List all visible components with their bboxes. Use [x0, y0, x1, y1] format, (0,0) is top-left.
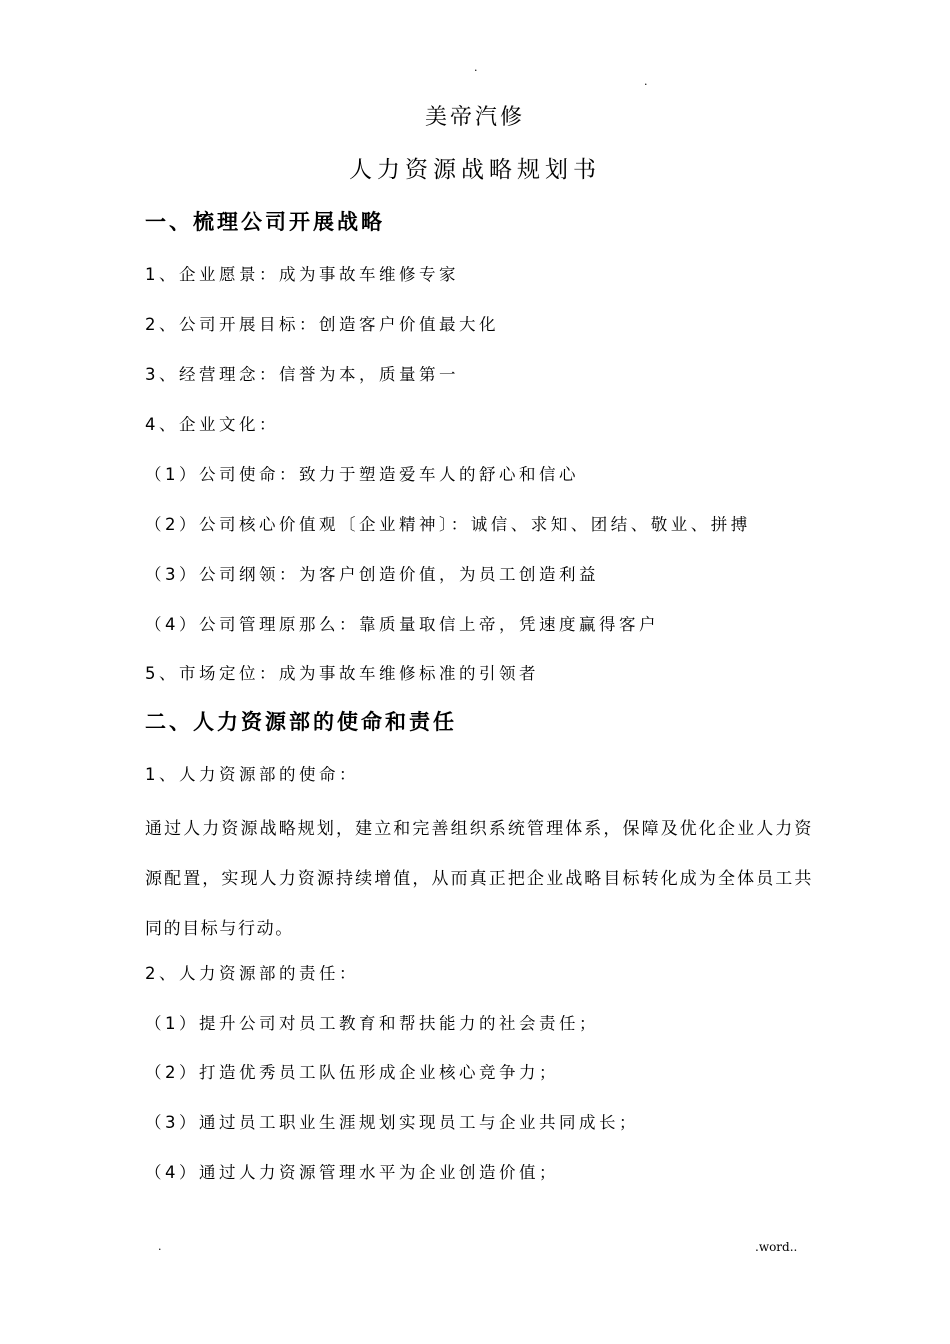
footer-dot: .	[158, 1240, 162, 1253]
section-1-item-7: （3）公司纲领：为客户创造价值，为员工创造利益	[145, 565, 599, 584]
section-1-item-4: 4、企业文化：	[145, 415, 279, 434]
section-1-item-5: （1）公司使命：致力于塑造爱车人的舒心和信心	[145, 465, 579, 484]
section-1-heading: 一、梳理公司开展战略	[145, 210, 385, 234]
section-2-mission-label: 1、人力资源部的使命：	[145, 765, 359, 784]
section-2-duty-2: （2）打造优秀员工队伍形成企业核心竞争力；	[145, 1063, 559, 1082]
header-dot-left: .	[474, 61, 478, 74]
section-2-heading: 二、人力资源部的使命和责任	[145, 710, 457, 734]
section-2-duty-label: 2、人力资源部的责任：	[145, 964, 359, 983]
section-1-item-3: 3、经营理念：信誉为本，质量第一	[145, 365, 459, 384]
document-title: 美帝汽修	[424, 105, 525, 130]
section-2-mission-paragraph: 通过人力资源战略规划，建立和完善组织系统管理体系，保障及优化企业人力资源配置，实现人力资源持续增值，从而真正把企业战略目标转化成为全体员工共同的目标与行动。	[145, 819, 813, 939]
footer-word-mark: .word..	[755, 1240, 798, 1254]
header-dot-right: .	[644, 75, 648, 88]
section-2-duty-1: （1）提升公司对员工教育和帮扶能力的社会责任；	[145, 1014, 599, 1033]
section-2-duty-3: （3）通过员工职业生涯规划实现员工与企业共同成长；	[145, 1113, 639, 1132]
section-1-item-9: 5、市场定位：成为事故车维修标准的引领者	[145, 664, 539, 683]
section-2-duty-4: （4）通过人力资源管理水平为企业创造价值；	[145, 1163, 559, 1182]
section-1-item-8: （4）公司管理原那么：靠质量取信上帝，凭速度赢得客户	[145, 615, 659, 634]
section-1-item-6: （2）公司核心价值观〔企业精神〕：诚信、求知、团结、敬业、拼搏	[145, 515, 751, 534]
document-subtitle: 人力资源战略规划书	[349, 157, 601, 183]
section-1-item-2: 2、公司开展目标：创造客户价值最大化	[145, 315, 499, 334]
section-1-item-1: 1、企业愿景：成为事故车维修专家	[145, 265, 459, 284]
